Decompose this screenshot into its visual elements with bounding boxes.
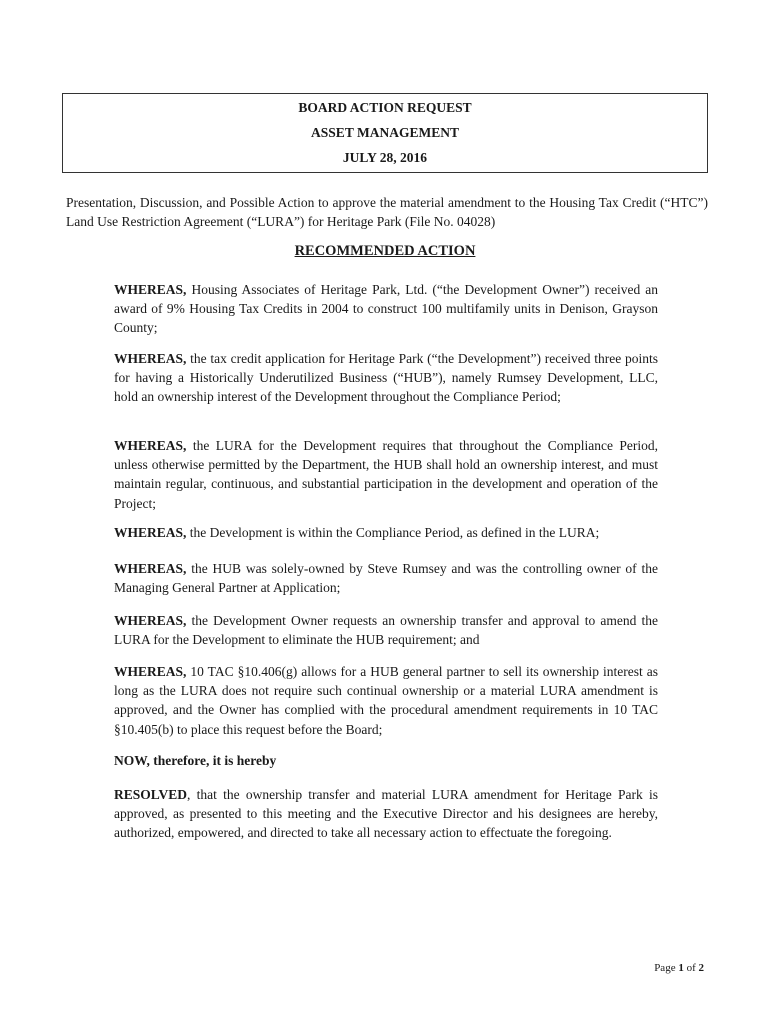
paragraph-lead: WHEREAS, <box>114 561 187 576</box>
page-of: of <box>683 962 699 974</box>
whereas-paragraph-6 <box>114 611 658 649</box>
intro-paragraph: Presentation, Discussion, and Possible Action to approve the material amendment to the Housing Tax Credit (“HTC”) Land Use Restriction Agreement (“LURA”) for Heritage Park (File No. 04028) <box>66 195 708 229</box>
page-current: 1 <box>678 962 684 974</box>
header-title: BOARD ACTION REQUEST <box>298 100 472 115</box>
whereas-paragraph-1 <box>114 280 658 338</box>
paragraph-lead: WHEREAS, <box>114 613 187 628</box>
page-total: 2 <box>698 962 704 974</box>
whereas-paragraph-5 <box>114 559 658 597</box>
paragraph-text: the LURA for the Development requires that throughout the Compliance Period, unless otherwise permitted by the Department, the HUB shall hold an ownership interest, and must maintain regular, continuous, and substantial participation in the development and operation of the Project; <box>114 438 658 511</box>
paragraph-lead: WHEREAS, <box>114 525 187 540</box>
paragraph-lead: WHEREAS, <box>114 438 187 453</box>
paragraph-text: , that the ownership transfer and material LURA amendment for Heritage Park is approved, as presented to this meeting and the Executive Director and his designees are hereby, authorized, empowered, and directed to take all necessary action to effectuate the foregoing. <box>114 787 658 841</box>
resolved-paragraph <box>114 785 658 843</box>
paragraph-lead: WHEREAS, <box>114 351 187 366</box>
paragraph-text: the Development is within the Compliance Period, as defined in the LURA; <box>186 525 600 540</box>
paragraph-text: the HUB was solely-owned by Steve Rumsey and was the controlling owner of the Managing General Partner at Application; <box>114 561 658 596</box>
header-department: ASSET MANAGEMENT <box>311 125 459 140</box>
page-label: Page <box>654 962 679 974</box>
paragraph-lead: WHEREAS, <box>114 282 187 297</box>
paragraph-text: Housing Associates of Heritage Park, Ltd. (“the Development Owner”) received an award of 9% Housing Tax Credits in 2004 to construct 100 multifamily units in Denison, Grayson County; <box>114 282 658 336</box>
header-date: JULY 28, 2016 <box>342 150 428 165</box>
whereas-paragraph-4 <box>114 523 658 542</box>
whereas-paragraph-2 <box>114 349 658 407</box>
page-number <box>654 962 704 974</box>
paragraph-lead: NOW, therefore, it is hereby <box>114 753 277 768</box>
paragraph-text: 10 TAC §10.406(g) allows for a HUB general partner to sell its ownership interest as long as the LURA does not require such continual ownership or a material LURA amendment is approved, and the Owner has complied with the procedural amendment requirements in 10 TAC §10.405(b) to place this request before the Board; <box>114 664 658 737</box>
now-therefore-line <box>114 751 658 770</box>
paragraph-lead: WHEREAS, <box>114 664 187 679</box>
whereas-paragraph-7 <box>114 662 658 739</box>
paragraph-text: the tax credit application for Heritage Park (“the Development”) received three points for having a Historically Underutilized Business (“HUB”), namely Rumsey Development, LLC, hold an ownership interest of the Development throughout the Compliance Period; <box>114 351 658 405</box>
whereas-paragraph-3 <box>114 436 658 513</box>
paragraph-lead: RESOLVED <box>114 787 188 802</box>
paragraph-text: the Development Owner requests an ownership transfer and approval to amend the LURA for the Development to eliminate the HUB requirement; and <box>114 613 658 648</box>
recommended-action-heading: RECOMMENDED ACTION <box>294 243 476 259</box>
header-box <box>62 93 708 173</box>
